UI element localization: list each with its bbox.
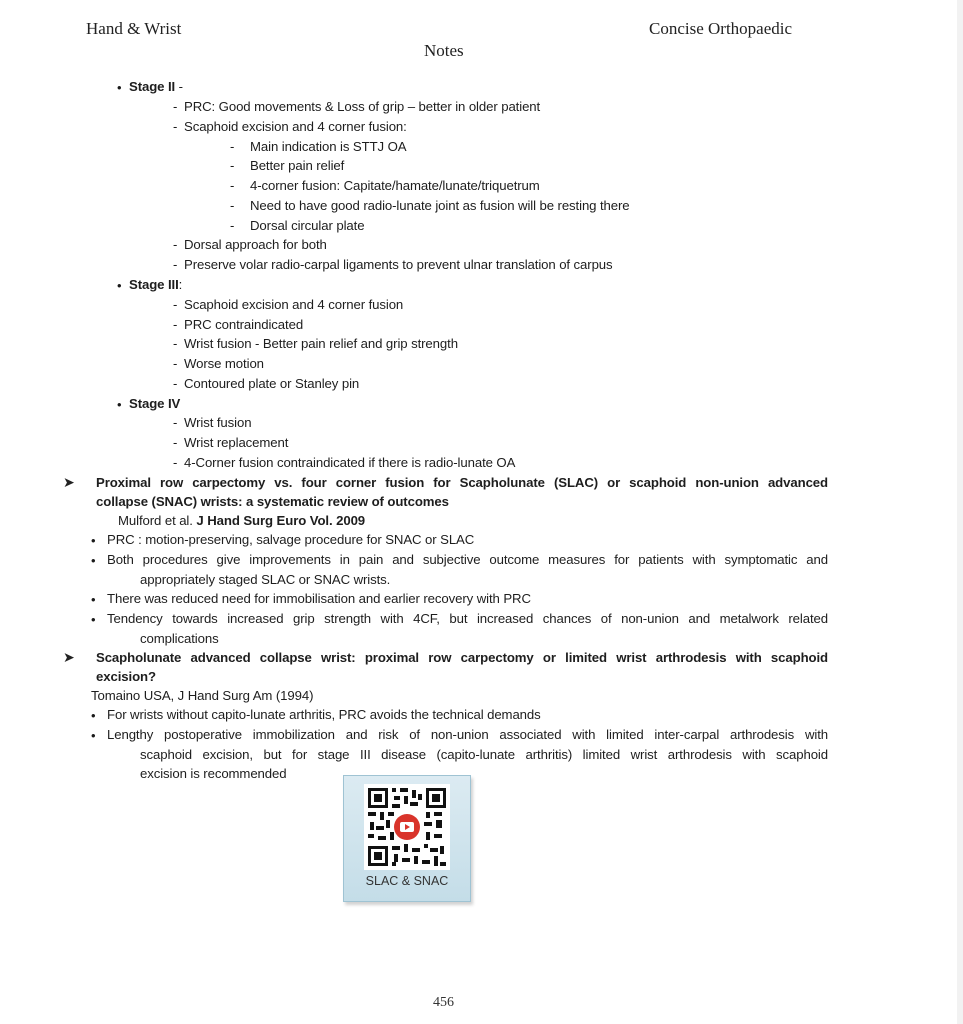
qr-code-label: SLAC & SNAC: [365, 874, 449, 888]
sub-list-item: Better pain relief: [250, 158, 345, 173]
dash-icon: -: [173, 297, 178, 312]
dash-icon: -: [230, 158, 235, 173]
dash-icon: -: [230, 198, 235, 213]
dash-icon: -: [173, 336, 178, 351]
arrowhead-bullet-icon: ➤: [63, 474, 75, 490]
list-item: Dorsal approach for both: [184, 237, 327, 252]
dash-icon: -: [173, 317, 178, 332]
sub-list-item: Main indication is STTJ OA: [250, 139, 407, 154]
header-book-title-continued: Notes: [424, 41, 464, 60]
article-title-continued: collapse (SNAC) wrists: a systematic review of outcomes: [96, 494, 449, 509]
arrowhead-bullet-icon: ➤: [63, 649, 75, 665]
dash-icon: -: [173, 237, 178, 252]
article-citation: Mulford et al. J Hand Surg Euro Vol. 2009: [118, 513, 366, 528]
header-book-title: Concise Orthopaedic: [649, 19, 793, 38]
list-item: Contoured plate or Stanley pin: [184, 376, 360, 391]
dash-icon: -: [230, 178, 235, 193]
list-item: Preserve volar radio-carpal ligaments to prevent ulnar translation of carpus: [184, 257, 613, 272]
bullet-icon: •: [117, 80, 122, 95]
article-citation: Tomaino USA, J Hand Surg Am (1994): [91, 688, 314, 703]
list-item: Scaphoid excision and 4 corner fusion: [184, 297, 404, 312]
stage-heading: Stage IV: [129, 396, 181, 411]
bullet-icon: •: [117, 278, 122, 293]
list-item: Wrist fusion: [184, 415, 252, 430]
bullet-icon: •: [91, 533, 96, 548]
dash-icon: -: [173, 455, 178, 470]
stage-heading: Stage III:: [129, 277, 183, 292]
dash-icon: -: [230, 139, 235, 154]
dash-icon: -: [173, 415, 178, 430]
list-item: For wrists without capito-lunate arthritis, PRC avoids the technical demands: [107, 707, 541, 722]
bullet-icon: •: [117, 397, 122, 412]
list-item: Worse motion: [184, 356, 264, 371]
dash-icon: -: [230, 218, 235, 233]
bullet-icon: •: [91, 592, 96, 607]
qr-code-card[interactable]: [343, 775, 471, 902]
page-number: 456: [433, 995, 454, 1010]
dash-icon: -: [173, 435, 178, 450]
list-item-continued: scaphoid excision, but for stage III disease (capito-lunate arthritis) limited wrist arthrodesis with scaphoid: [140, 747, 828, 762]
bullet-icon: •: [91, 728, 96, 743]
sub-list-item: 4-corner fusion: Capitate/hamate/lunate/triquetrum: [250, 178, 540, 193]
list-item: PRC : motion-preserving, salvage procedure for SNAC or SLAC: [107, 532, 475, 547]
dash-icon: -: [173, 257, 178, 272]
list-item-continued: complications: [140, 631, 219, 646]
list-item: Both procedures give improvements in pain and subjective outcome measures for patients with symptomatic and: [107, 552, 828, 567]
dash-icon: -: [173, 376, 178, 391]
list-item: 4-Corner fusion contraindicated if there is radio-lunate OA: [184, 455, 516, 470]
qr-code-image: [364, 784, 450, 870]
stage-heading: Stage II -: [129, 79, 183, 94]
list-item: Tendency towards increased grip strength with 4CF, but increased chances of non-union and metalwork related: [107, 611, 828, 626]
bullet-icon: •: [91, 553, 96, 568]
dash-icon: -: [173, 99, 178, 114]
sub-list-item: Dorsal circular plate: [250, 218, 365, 233]
article-title: Scapholunate advanced collapse wrist: proximal row carpectomy or limited wrist arthrodesis with scaphoid: [96, 650, 828, 665]
sub-list-item: Need to have good radio-lunate joint as fusion will be resting there: [250, 198, 630, 213]
header-section-title: Hand & Wrist: [86, 19, 182, 38]
bullet-icon: •: [91, 708, 96, 723]
list-item: PRC contraindicated: [184, 317, 304, 332]
dash-icon: -: [173, 356, 178, 371]
list-item-continued: excision is recommended: [140, 766, 287, 781]
list-item: There was reduced need for immobilisation and earlier recovery with PRC: [107, 591, 531, 606]
dash-icon: -: [173, 119, 178, 134]
list-item-continued: appropriately staged SLAC or SNAC wrists.: [140, 572, 391, 587]
list-item: Wrist replacement: [184, 435, 289, 450]
article-title-continued: excision?: [96, 669, 156, 684]
article-title: Proximal row carpectomy vs. four corner fusion for Scapholunate (SLAC) or scaphoid non-union advanced: [96, 475, 828, 490]
list-item: Scaphoid excision and 4 corner fusion:: [184, 119, 407, 134]
list-item: PRC: Good movements & Loss of grip – better in older patient: [184, 99, 541, 114]
bullet-icon: •: [91, 612, 96, 627]
list-item: Lengthy postoperative immobilization and risk of non-union associated with limited inter-carpal arthrodesis with: [107, 727, 828, 742]
qr-code-icon: [364, 784, 450, 870]
list-item: Wrist fusion - Better pain relief and grip strength: [184, 336, 458, 351]
